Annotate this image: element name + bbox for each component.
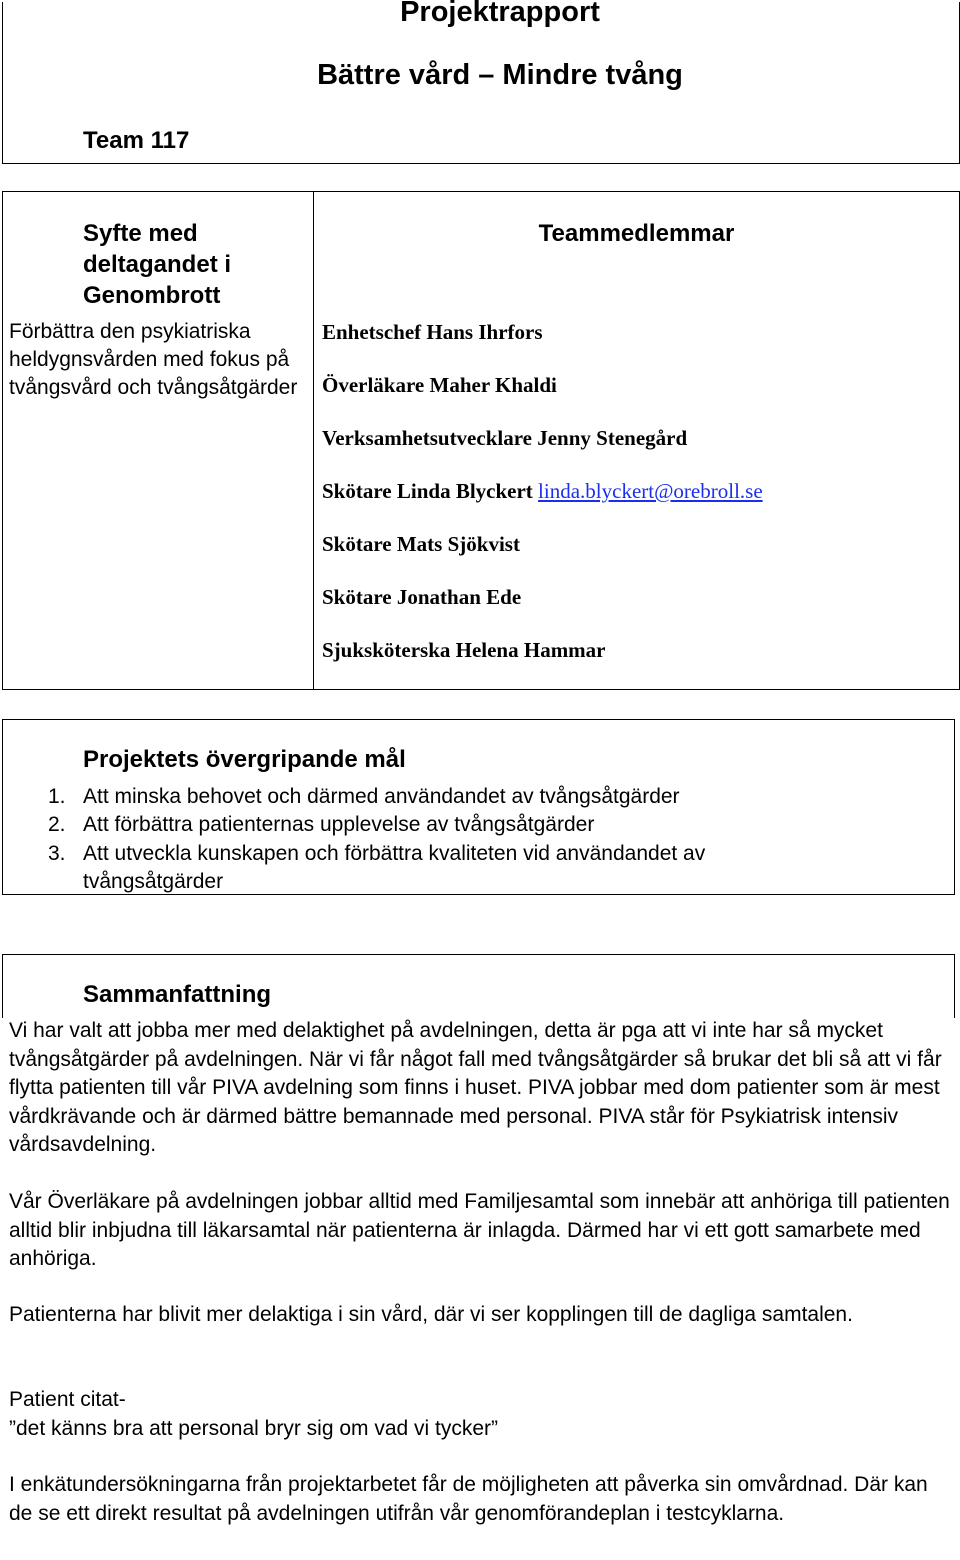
summary-paragraph: Vi har valt att jobba mer med delaktighet på avdelningen, detta är pga att vi inte har så mycket tvångsåtgärder på avdelningen. När vi får något fall med tvångsåtgärder så brukar det bli så att vi får flytta patienten till vår PIVA avdelning som finns i huset. PIVA jobbar med dom patienter som är mest vårdkrävande och är därmed bättre bemannade med personal. PIVA står för Psykiatrisk intensiv vårdsavdelning.: [9, 1019, 942, 1156]
member-name: Skötare Linda Blyckert: [322, 479, 533, 503]
summary-paragraph: Patienterna har blivit mer delaktiga i sin vård, där vi ser kopplingen till de dagliga samtalen.: [9, 1303, 853, 1326]
member-name: Skötare Jonathan Ede: [322, 585, 522, 609]
member-name: Överläkare Maher Khaldi: [322, 373, 557, 397]
goal-item: [0, 840, 960, 896]
member-name: Sjuksköterska Helena Hammar: [322, 638, 606, 662]
goals-heading: Projektets övergripande mål: [83, 746, 406, 773]
goal-number: 3.: [48, 842, 66, 865]
member-item: [322, 583, 521, 611]
table-divider: [313, 191, 314, 690]
goal-text: Att förbättra patienternas upplevelse av tvångsåtgärder: [83, 813, 595, 836]
member-item: [322, 530, 520, 558]
member-item: [322, 424, 687, 452]
patient-quote-label: Patient citat-: [9, 1388, 126, 1411]
goal-number: 1.: [48, 785, 66, 808]
member-item: [322, 318, 543, 346]
goal-item: [0, 783, 960, 811]
goal-item: [0, 811, 960, 839]
member-name: Skötare Mats Sjökvist: [322, 532, 520, 556]
team-label: Team 117: [83, 127, 190, 154]
summary-paragraph: Vår Överläkare på avdelningen jobbar alltid med Familjesamtal som innebär att anhöriga till patienten alltid blir inbjudna till läkarsamtal när patienterna är inlagda. Därmed har vi ett gott samarbete med anhöriga.: [9, 1190, 950, 1270]
member-item: [322, 477, 763, 505]
patient-quote: ”det känns bra att personal bryr sig om vad vi tycker”: [9, 1417, 499, 1440]
goal-number: 2.: [48, 813, 66, 836]
goal-text: Att minska behovet och därmed användandet av tvångsåtgärder: [83, 785, 680, 808]
member-name: Verksamhetsutvecklare Jenny Stenegård: [322, 426, 688, 450]
document-subtitle: Bättre vård – Mindre tvång: [317, 59, 683, 91]
summary-heading: Sammanfattning: [83, 981, 272, 1008]
member-item: [322, 371, 557, 399]
member-item: [322, 636, 606, 664]
summary-paragraph: I enkätundersökningarna från projektarbetet får de möjligheten att påverka sin omvårdnad. Där kan de se ett direkt resultat på avdelningen utifrån vår genomförandeplan i testcyklarna.: [9, 1473, 928, 1525]
purpose-text: Förbättra den psykiatriska heldygnsvården med fokus på tvångsvård och tvångsåtgärder: [9, 320, 298, 399]
member-name: Enhetschef Hans Ihrfors: [322, 320, 543, 344]
goal-text: Att utveckla kunskapen och förbättra kvaliteten vid användandet av tvångsåtgärder: [83, 842, 706, 893]
member-email-link[interactable]: linda.blyckert@orebroll.se: [538, 479, 763, 503]
document-title: Projektrapport: [400, 0, 600, 28]
members-heading: Teammedlemmar: [538, 220, 735, 247]
purpose-heading: Syfte med deltagandet i Genombrott: [83, 220, 232, 309]
